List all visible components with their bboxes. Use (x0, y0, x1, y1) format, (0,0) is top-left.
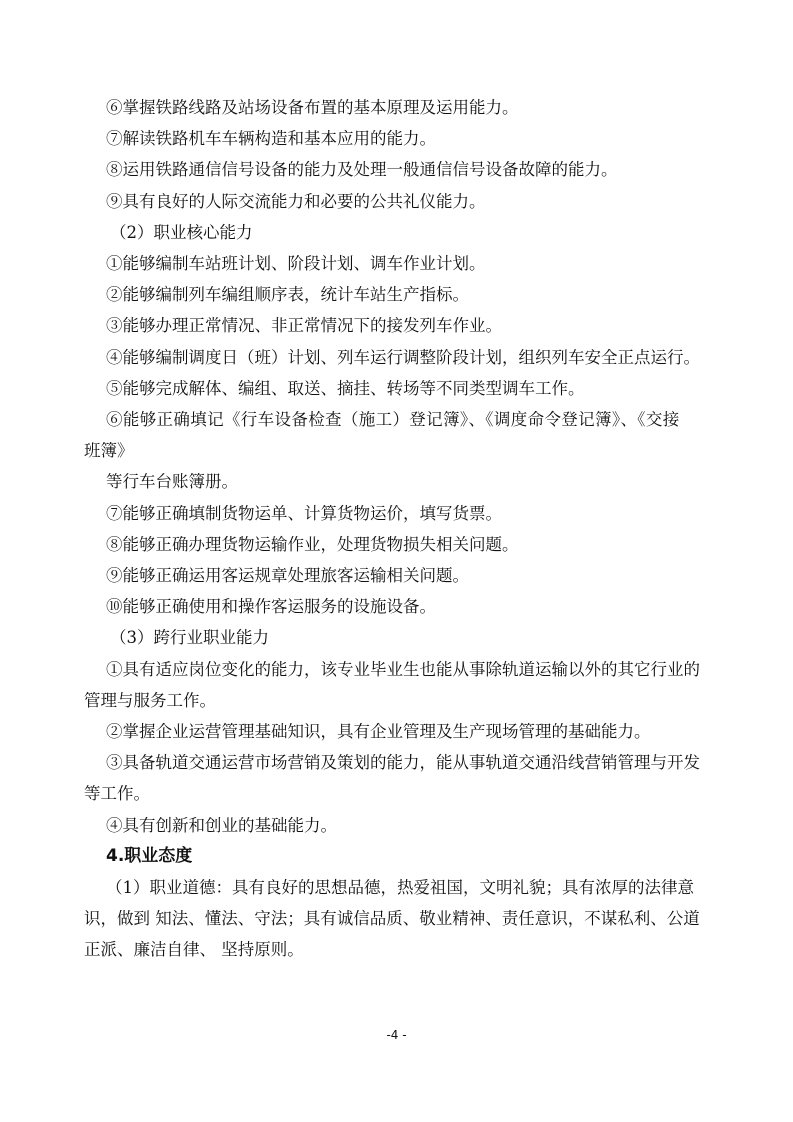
core-item-6-line-1: ⑥能够正确填记《行车设备检查（施工）登记簿》、《调度命令登记簿》、《交接 (106, 410, 680, 430)
core-item-4: ④能够编制调度日（班）计划、列车运行调整阶段计划，组织列车安全正点运行。 (106, 347, 700, 367)
cross-item-3-line-2: 等工作。 (84, 784, 150, 804)
core-item-2: ②能够编制列车编组顺序表，统计车站生产指标。 (106, 285, 469, 305)
core-ability-heading: （2）职业核心能力 (110, 222, 253, 242)
cross-item-4: ④具有创新和创业的基础能力。 (106, 815, 337, 835)
core-item-1: ①能够编制车站班计划、阶段计划、调车作业计划。 (106, 254, 486, 274)
core-item-3: ③能够办理正常情况、非正常情况下的接发列车作业。 (106, 316, 502, 336)
ability-item-7: ⑦解读铁路机车车辆构造和基本应用的能力。 (106, 129, 436, 149)
core-item-10: ⑩能够正确使用和操作客运服务的设施设备。 (106, 597, 436, 617)
page-number: -4 - (386, 1028, 407, 1042)
ethics-line-2: 识，做到 知法、懂法、守法；具有诚信品质、敬业精神、责任意识，不谋私利、公道 (84, 909, 700, 929)
ability-item-6: ⑥掌握铁路线路及站场设备布置的基本原理及运用能力。 (106, 98, 519, 117)
cross-item-3-line-1: ③具备轨道交通运营市场营销及策划的能力，能从事轨道交通沿线营销管理与开发 (106, 753, 700, 773)
ethics-line-1: （1）职业道德：具有良好的思想品德，热爱祖国，文明礼貌；具有浓厚的法律意 (106, 878, 694, 898)
cross-item-2: ②掌握企业运营管理基础知识，具有企业管理及生产现场管理的基础能力。 (106, 722, 651, 742)
core-item-9: ⑨能够正确运用客运规章处理旅客运输相关问题。 (106, 566, 469, 586)
core-item-8: ⑧能够正确办理货物运输作业，处理货物损失相关问题。 (106, 534, 519, 554)
core-item-6-line-2: 班簿》 (84, 441, 134, 461)
cross-industry-heading: （3）跨行业职业能力 (110, 628, 269, 648)
cross-item-1-line-2: 管理与服务工作。 (84, 690, 216, 710)
ability-item-9: ⑨具有良好的人际交流能力和必要的公共礼仪能力。 (106, 191, 486, 211)
page-body (84, 92, 710, 966)
section-heading-attitude: 4.职业态度 (106, 845, 193, 866)
cross-item-1-line-1: ①具有适应岗位变化的能力，该专业毕业生也能从事除轨道运输以外的其它行业的 (106, 659, 700, 679)
ethics-line-3: 正派、廉洁自律、 坚持原则。 (84, 940, 304, 960)
core-item-7: ⑦能够正确填制货物运单、计算货物运价，填写货票。 (106, 503, 502, 523)
core-item-5: ⑤能够完成解体、编组、取送、摘挂、转场等不同类型调车工作。 (106, 378, 585, 398)
ability-item-8: ⑧运用铁路通信信号设备的能力及处理一般通信信号设备故障的能力。 (106, 160, 618, 180)
core-item-6-line-3: 等行车台账簿册。 (106, 472, 238, 492)
